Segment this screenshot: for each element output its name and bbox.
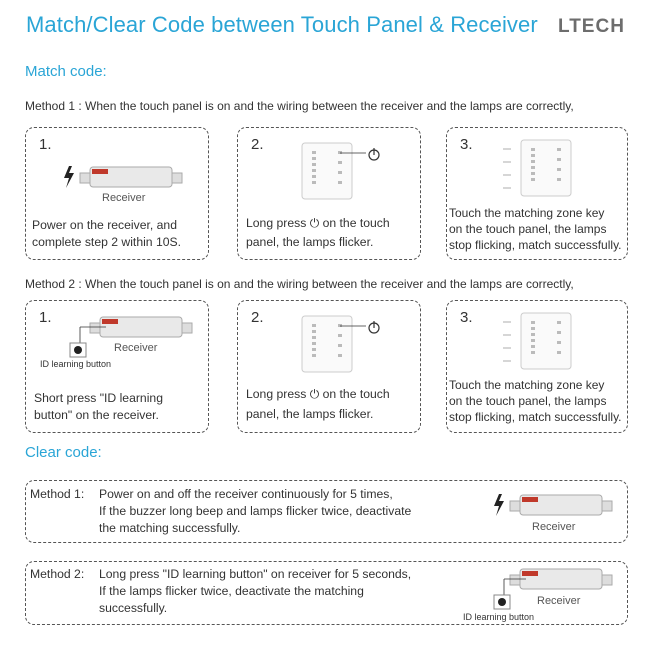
step-number: 3.: [460, 309, 473, 326]
match-m2-step3-box: [446, 300, 628, 433]
touch-panel-icon: [521, 140, 571, 196]
clear-method2-line1: Long press "ID learning button" on receiver for 5 seconds,: [99, 567, 412, 581]
touch-panel-icon: [521, 313, 571, 369]
match-m2-step2-box: [237, 300, 421, 433]
clear-method2-line2: If the lamps flicker twice, deactivate the matching: [99, 584, 364, 598]
clear-method1-label: Method 1:: [30, 487, 85, 501]
step-text-line1: Touch the matching zone key: [449, 206, 605, 220]
clear-method2-line3: successfully.: [99, 601, 168, 615]
step-text-line1: Touch the matching zone key: [449, 378, 605, 392]
step-text-line1: Long press ⏻ on the touch: [246, 387, 390, 401]
step-text-line2: panel, the lamps flicker.: [246, 235, 374, 249]
step-text-line2: on the touch panel, the lamps: [449, 394, 607, 408]
touch-panel-zones-illustration: [497, 138, 577, 204]
step-text-line2: on the touch panel, the lamps: [449, 222, 607, 236]
step-number: 2.: [251, 309, 264, 326]
id-learning-button-label: ID learning button: [463, 612, 535, 622]
step-text-line2: button" on the receiver.: [34, 408, 159, 422]
clear-method2-label: Method 2:: [30, 567, 85, 581]
step-text-line3: stop flicking, match successfully.: [449, 238, 622, 252]
step-number: 1.: [39, 309, 52, 326]
receiver-label: Receiver: [532, 521, 576, 533]
power-icon: ⏻: [309, 387, 320, 401]
receiver-id-button-illustration: [476, 565, 616, 615]
brand-logo: LTECH: [558, 16, 625, 37]
step-text-line2: panel, the lamps flicker.: [246, 407, 374, 421]
step-number: 1.: [39, 136, 52, 153]
step-number: 2.: [251, 136, 264, 153]
step-text-line1: Short press "ID learning: [34, 391, 163, 405]
clear-method1-line3: the matching successfully.: [99, 521, 241, 535]
power-bolt-icon: [64, 166, 74, 188]
receiver-label: Receiver: [114, 342, 158, 354]
touch-panel-icon: [302, 143, 352, 199]
clear-method2-box: [25, 561, 628, 625]
touch-panel-illustration: [300, 141, 390, 203]
match-m2-step1-box: [25, 300, 209, 433]
match-method2-intro: Method 2 : When the touch panel is on and the wiring between the receiver and the lamps are correctly,: [25, 277, 574, 291]
clear-code-heading: Clear code:: [25, 444, 102, 461]
step-text-line1: Power on the receiver, and: [32, 218, 177, 232]
clear-method1-line1: Power on and off the receiver continuously for 5 times,: [99, 487, 393, 501]
match-method1-intro: Method 1 : When the touch panel is on and the wiring between the receiver and the lamps are correctly,: [25, 99, 574, 113]
touch-panel-zones-illustration: [497, 311, 577, 377]
match-code-heading: Match code:: [25, 63, 107, 80]
match-m1-step3-box: [446, 127, 628, 260]
step-text-line2: complete step 2 within 10S.: [32, 235, 182, 249]
id-learning-button-label: ID learning button: [40, 359, 112, 369]
step-text-line3: stop flicking, match successfully.: [449, 410, 622, 424]
receiver-label: Receiver: [102, 192, 146, 204]
match-m1-step1-box: [25, 127, 209, 260]
clear-method1-box: [25, 480, 628, 543]
power-bolt-icon: [494, 494, 504, 516]
touch-panel-illustration: [300, 314, 390, 376]
page-title: Match/Clear Code between Touch Panel & Receiver: [26, 12, 538, 37]
touch-panel-icon: [302, 316, 352, 372]
clear-method1-line2: If the buzzer long beep and lamps flicker twice, deactivate: [99, 504, 412, 518]
receiver-id-button-illustration: [40, 313, 200, 363]
receiver-power-illustration: [492, 491, 622, 521]
power-icon: ⏻: [309, 216, 320, 230]
receiver-label: Receiver: [537, 595, 581, 607]
step-text-line1: Long press ⏻ on the touch: [246, 216, 390, 230]
match-m1-step2-box: [237, 127, 421, 260]
step-number: 3.: [460, 136, 473, 153]
